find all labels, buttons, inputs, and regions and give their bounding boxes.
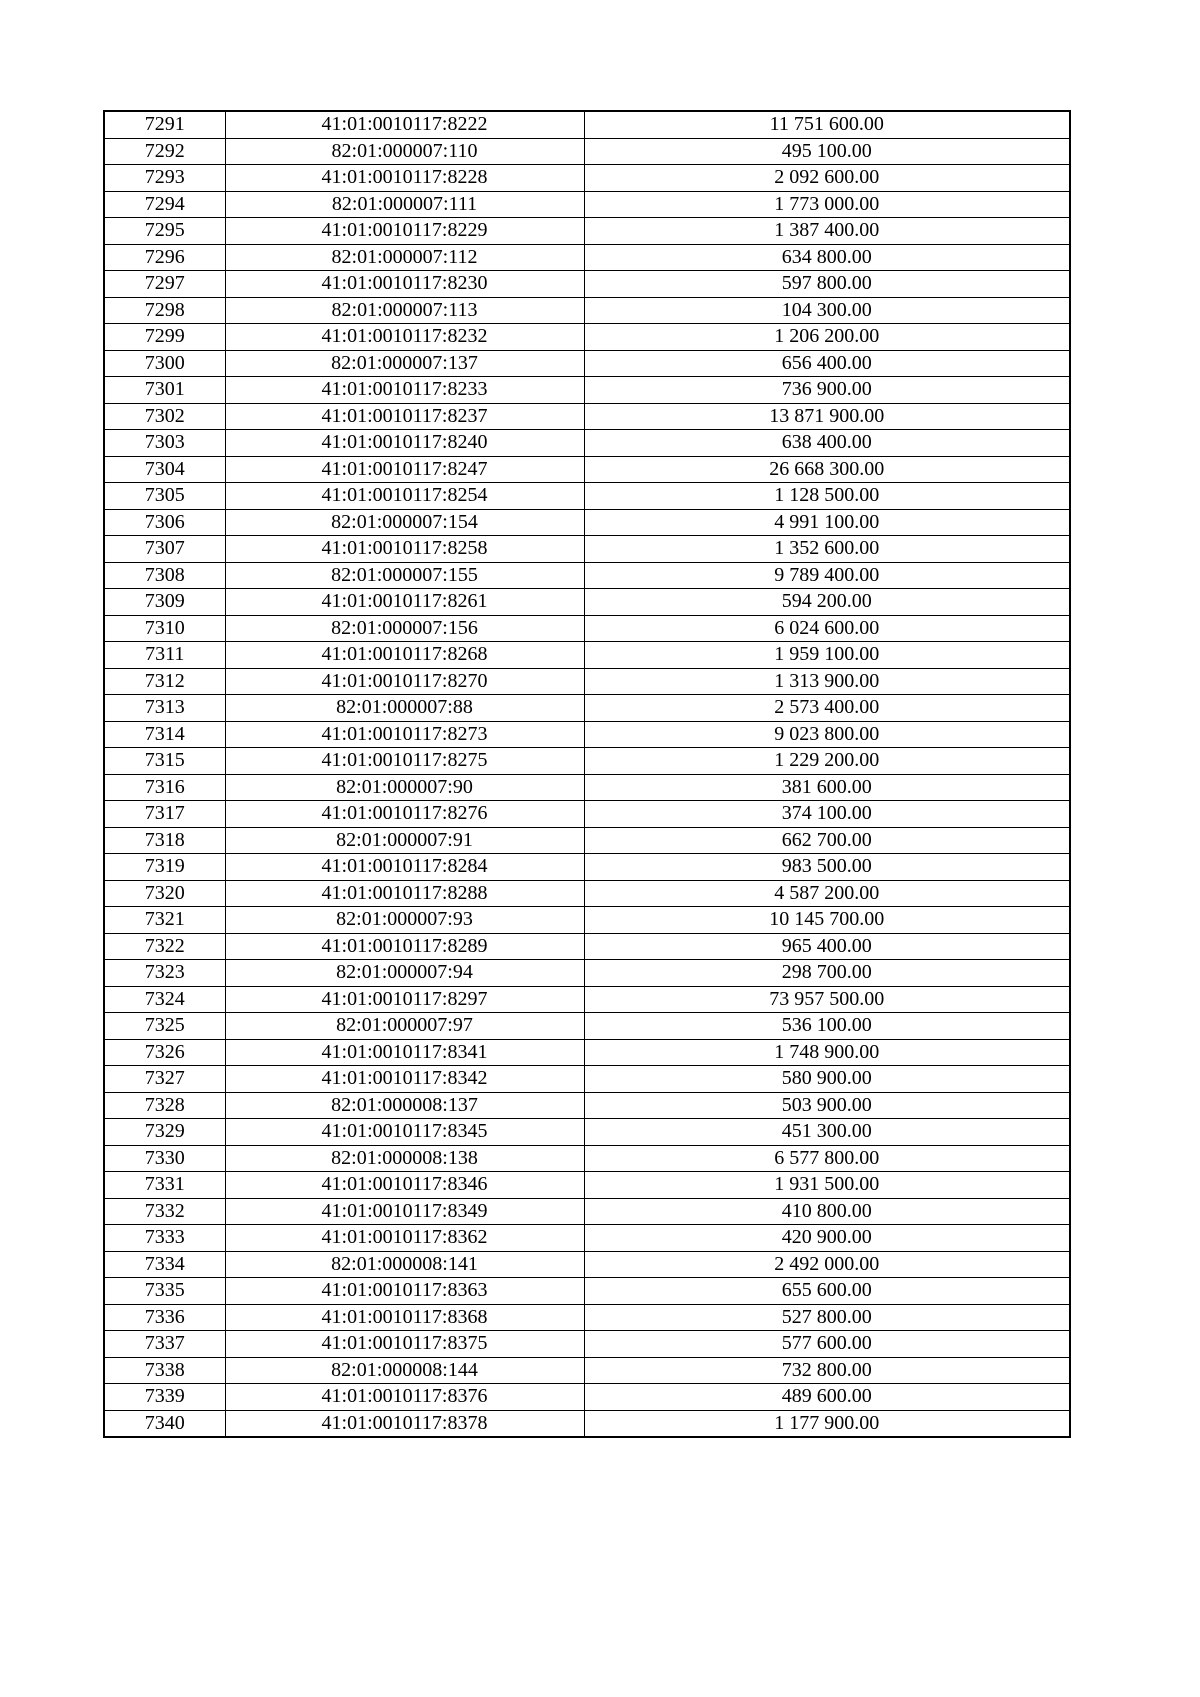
cadastral-value-cell: 1 206 200.00: [584, 324, 1070, 351]
row-number-cell: 7298: [104, 297, 225, 324]
cadastral-number-cell: 41:01:0010117:8276: [225, 801, 584, 828]
row-number-cell: 7322: [104, 933, 225, 960]
cadastral-value-cell: 638 400.00: [584, 430, 1070, 457]
cadastral-number-cell: 41:01:0010117:8273: [225, 721, 584, 748]
table-row: [104, 642, 1070, 669]
cadastral-number-cell: 82:01:000007:137: [225, 350, 584, 377]
row-number-cell: 7321: [104, 907, 225, 934]
cadastral-number-cell: 41:01:0010117:8284: [225, 854, 584, 881]
cadastral-value-cell: 965 400.00: [584, 933, 1070, 960]
cadastral-number-cell: 41:01:0010117:8342: [225, 1066, 584, 1093]
cadastral-number-cell: 41:01:0010117:8345: [225, 1119, 584, 1146]
table-row: [104, 1304, 1070, 1331]
row-number-cell: 7307: [104, 536, 225, 563]
cadastral-value-cell: 1 352 600.00: [584, 536, 1070, 563]
row-number-cell: 7313: [104, 695, 225, 722]
row-number-cell: 7325: [104, 1013, 225, 1040]
table-row: [104, 403, 1070, 430]
row-number-cell: 7328: [104, 1092, 225, 1119]
cadastral-value-cell: 2 092 600.00: [584, 165, 1070, 192]
row-number-cell: 7292: [104, 138, 225, 165]
row-number-cell: 7334: [104, 1251, 225, 1278]
cadastral-number-cell: 41:01:0010117:8289: [225, 933, 584, 960]
table-row: [104, 244, 1070, 271]
row-number-cell: 7291: [104, 111, 225, 138]
row-number-cell: 7337: [104, 1331, 225, 1358]
table-row: [104, 933, 1070, 960]
table-row: [104, 218, 1070, 245]
cadastral-value-cell: 495 100.00: [584, 138, 1070, 165]
table-row: [104, 827, 1070, 854]
row-number-cell: 7314: [104, 721, 225, 748]
row-number-cell: 7319: [104, 854, 225, 881]
row-number-cell: 7304: [104, 456, 225, 483]
cadastral-value-cell: 2 573 400.00: [584, 695, 1070, 722]
table-row: [104, 1145, 1070, 1172]
table-row: [104, 1251, 1070, 1278]
table-row: [104, 589, 1070, 616]
table-row: [104, 483, 1070, 510]
cadastral-number-cell: 41:01:0010117:8363: [225, 1278, 584, 1305]
row-number-cell: 7302: [104, 403, 225, 430]
cadastral-value-cell: 13 871 900.00: [584, 403, 1070, 430]
table-body: [104, 111, 1070, 1437]
row-number-cell: 7310: [104, 615, 225, 642]
cadastral-value-cell: 420 900.00: [584, 1225, 1070, 1252]
cadastral-number-cell: 82:01:000007:94: [225, 960, 584, 987]
table-row: [104, 271, 1070, 298]
table-row: [104, 1172, 1070, 1199]
cadastral-number-cell: 41:01:0010117:8270: [225, 668, 584, 695]
row-number-cell: 7339: [104, 1384, 225, 1411]
row-number-cell: 7300: [104, 350, 225, 377]
cadastral-number-cell: 82:01:000007:90: [225, 774, 584, 801]
cadastral-number-cell: 41:01:0010117:8275: [225, 748, 584, 775]
row-number-cell: 7295: [104, 218, 225, 245]
row-number-cell: 7301: [104, 377, 225, 404]
table-row: [104, 191, 1070, 218]
cadastral-number-cell: 82:01:000008:138: [225, 1145, 584, 1172]
cadastral-value-cell: 597 800.00: [584, 271, 1070, 298]
cadastral-number-cell: 41:01:0010117:8378: [225, 1410, 584, 1437]
cadastral-value-cell: 577 600.00: [584, 1331, 1070, 1358]
table-row: [104, 111, 1070, 138]
cadastral-value-cell: 732 800.00: [584, 1357, 1070, 1384]
cadastral-number-cell: 82:01:000007:155: [225, 562, 584, 589]
table-row: [104, 324, 1070, 351]
cadastral-value-cell: 4 587 200.00: [584, 880, 1070, 907]
table-row: [104, 297, 1070, 324]
cadastral-value-cell: 1 177 900.00: [584, 1410, 1070, 1437]
cadastral-value-cell: 1 128 500.00: [584, 483, 1070, 510]
cadastral-number-cell: 41:01:0010117:8237: [225, 403, 584, 430]
row-number-cell: 7311: [104, 642, 225, 669]
cadastral-number-cell: 41:01:0010117:8233: [225, 377, 584, 404]
cadastral-number-cell: 82:01:000007:110: [225, 138, 584, 165]
cadastral-number-cell: 41:01:0010117:8376: [225, 1384, 584, 1411]
cadastral-number-cell: 41:01:0010117:8240: [225, 430, 584, 457]
row-number-cell: 7306: [104, 509, 225, 536]
cadastral-value-cell: 2 492 000.00: [584, 1251, 1070, 1278]
cadastral-number-cell: 41:01:0010117:8346: [225, 1172, 584, 1199]
table-row: [104, 668, 1070, 695]
row-number-cell: 7293: [104, 165, 225, 192]
cadastral-value-cell: 1 931 500.00: [584, 1172, 1070, 1199]
cadastral-value-cell: 634 800.00: [584, 244, 1070, 271]
table-row: [104, 1066, 1070, 1093]
table-row: [104, 695, 1070, 722]
cadastral-value-cell: 451 300.00: [584, 1119, 1070, 1146]
cadastral-number-cell: 41:01:0010117:8229: [225, 218, 584, 245]
cadastral-number-cell: 82:01:000007:97: [225, 1013, 584, 1040]
cadastral-value-cell: 736 900.00: [584, 377, 1070, 404]
cadastral-value-cell: 10 145 700.00: [584, 907, 1070, 934]
cadastral-number-cell: 82:01:000008:137: [225, 1092, 584, 1119]
table-row: [104, 350, 1070, 377]
cadastral-number-cell: 82:01:000007:91: [225, 827, 584, 854]
row-number-cell: 7335: [104, 1278, 225, 1305]
row-number-cell: 7333: [104, 1225, 225, 1252]
cadastral-value-cell: 410 800.00: [584, 1198, 1070, 1225]
cadastral-value-cell: 1 387 400.00: [584, 218, 1070, 245]
table-row: [104, 1357, 1070, 1384]
row-number-cell: 7329: [104, 1119, 225, 1146]
cadastral-number-cell: 41:01:0010117:8297: [225, 986, 584, 1013]
cadastral-value-cell: 6 024 600.00: [584, 615, 1070, 642]
table-row: [104, 1225, 1070, 1252]
cadastral-number-cell: 41:01:0010117:8222: [225, 111, 584, 138]
cadastral-value-cell: 1 773 000.00: [584, 191, 1070, 218]
table-row: [104, 721, 1070, 748]
row-number-cell: 7332: [104, 1198, 225, 1225]
cadastral-number-cell: 82:01:000008:144: [225, 1357, 584, 1384]
row-number-cell: 7338: [104, 1357, 225, 1384]
table-row: [104, 1119, 1070, 1146]
row-number-cell: 7312: [104, 668, 225, 695]
cadastral-number-cell: 82:01:000007:156: [225, 615, 584, 642]
cadastral-value-cell: 104 300.00: [584, 297, 1070, 324]
cadastral-number-cell: 41:01:0010117:8232: [225, 324, 584, 351]
cadastral-number-cell: 82:01:000007:88: [225, 695, 584, 722]
table-row: [104, 430, 1070, 457]
cadastral-number-cell: 41:01:0010117:8230: [225, 271, 584, 298]
table-row: [104, 907, 1070, 934]
row-number-cell: 7299: [104, 324, 225, 351]
row-number-cell: 7297: [104, 271, 225, 298]
table-row: [104, 377, 1070, 404]
row-number-cell: 7320: [104, 880, 225, 907]
cadastral-value-cell: 1 229 200.00: [584, 748, 1070, 775]
cadastral-number-cell: 41:01:0010117:8258: [225, 536, 584, 563]
table-row: [104, 1278, 1070, 1305]
row-number-cell: 7317: [104, 801, 225, 828]
table-row: [104, 509, 1070, 536]
cadastral-number-cell: 41:01:0010117:8349: [225, 1198, 584, 1225]
table-row: [104, 138, 1070, 165]
cadastral-value-cell: 655 600.00: [584, 1278, 1070, 1305]
row-number-cell: 7315: [104, 748, 225, 775]
cadastral-number-cell: 82:01:000007:154: [225, 509, 584, 536]
table-row: [104, 986, 1070, 1013]
table-row: [104, 562, 1070, 589]
cadastral-number-cell: 41:01:0010117:8375: [225, 1331, 584, 1358]
row-number-cell: 7327: [104, 1066, 225, 1093]
cadastral-value-cell: 73 957 500.00: [584, 986, 1070, 1013]
table-row: [104, 801, 1070, 828]
cadastral-number-cell: 41:01:0010117:8368: [225, 1304, 584, 1331]
cadastral-number-cell: 41:01:0010117:8254: [225, 483, 584, 510]
cadastral-value-cell: 580 900.00: [584, 1066, 1070, 1093]
cadastral-value-cell: 11 751 600.00: [584, 111, 1070, 138]
cadastral-number-cell: 41:01:0010117:8228: [225, 165, 584, 192]
row-number-cell: 7340: [104, 1410, 225, 1437]
row-number-cell: 7326: [104, 1039, 225, 1066]
table-row: [104, 1039, 1070, 1066]
table-row: [104, 1013, 1070, 1040]
cadastral-number-cell: 41:01:0010117:8288: [225, 880, 584, 907]
cadastral-value-cell: 536 100.00: [584, 1013, 1070, 1040]
cadastral-value-cell: 381 600.00: [584, 774, 1070, 801]
cadastral-value-cell: 6 577 800.00: [584, 1145, 1070, 1172]
cadastral-number-cell: 41:01:0010117:8268: [225, 642, 584, 669]
cadastral-value-cell: 527 800.00: [584, 1304, 1070, 1331]
table-row: [104, 854, 1070, 881]
cadastral-value-cell: 26 668 300.00: [584, 456, 1070, 483]
cadastral-value-cell: 594 200.00: [584, 589, 1070, 616]
cadastral-value-cell: 9 023 800.00: [584, 721, 1070, 748]
row-number-cell: 7305: [104, 483, 225, 510]
table-row: [104, 1384, 1070, 1411]
cadastral-value-cell: 656 400.00: [584, 350, 1070, 377]
table-row: [104, 615, 1070, 642]
cadastral-number-cell: 82:01:000007:111: [225, 191, 584, 218]
row-number-cell: 7294: [104, 191, 225, 218]
row-number-cell: 7330: [104, 1145, 225, 1172]
cadastral-value-cell: 374 100.00: [584, 801, 1070, 828]
table-row: [104, 1198, 1070, 1225]
row-number-cell: 7316: [104, 774, 225, 801]
table-row: [104, 1092, 1070, 1119]
cadastral-value-cell: 1 313 900.00: [584, 668, 1070, 695]
cadastral-value-cell: 1 959 100.00: [584, 642, 1070, 669]
table-row: [104, 1410, 1070, 1437]
row-number-cell: 7331: [104, 1172, 225, 1199]
cadastral-value-table: [103, 110, 1071, 1438]
cadastral-number-cell: 82:01:000007:113: [225, 297, 584, 324]
row-number-cell: 7318: [104, 827, 225, 854]
table-row: [104, 456, 1070, 483]
row-number-cell: 7296: [104, 244, 225, 271]
row-number-cell: 7324: [104, 986, 225, 1013]
cadastral-value-cell: 489 600.00: [584, 1384, 1070, 1411]
cadastral-value-cell: 503 900.00: [584, 1092, 1070, 1119]
cadastral-number-cell: 82:01:000007:112: [225, 244, 584, 271]
cadastral-value-cell: 662 700.00: [584, 827, 1070, 854]
table-row: [104, 774, 1070, 801]
row-number-cell: 7336: [104, 1304, 225, 1331]
row-number-cell: 7303: [104, 430, 225, 457]
table-row: [104, 165, 1070, 192]
cadastral-value-cell: 298 700.00: [584, 960, 1070, 987]
cadastral-value-cell: 4 991 100.00: [584, 509, 1070, 536]
cadastral-value-cell: 9 789 400.00: [584, 562, 1070, 589]
cadastral-number-cell: 41:01:0010117:8261: [225, 589, 584, 616]
table-row: [104, 880, 1070, 907]
row-number-cell: 7308: [104, 562, 225, 589]
cadastral-number-cell: 41:01:0010117:8341: [225, 1039, 584, 1066]
cadastral-value-cell: 1 748 900.00: [584, 1039, 1070, 1066]
row-number-cell: 7309: [104, 589, 225, 616]
cadastral-number-cell: 41:01:0010117:8362: [225, 1225, 584, 1252]
cadastral-number-cell: 82:01:000008:141: [225, 1251, 584, 1278]
table-row: [104, 960, 1070, 987]
row-number-cell: 7323: [104, 960, 225, 987]
table-row: [104, 1331, 1070, 1358]
cadastral-number-cell: 82:01:000007:93: [225, 907, 584, 934]
cadastral-number-cell: 41:01:0010117:8247: [225, 456, 584, 483]
cadastral-value-cell: 983 500.00: [584, 854, 1070, 881]
table-row: [104, 748, 1070, 775]
table-row: [104, 536, 1070, 563]
